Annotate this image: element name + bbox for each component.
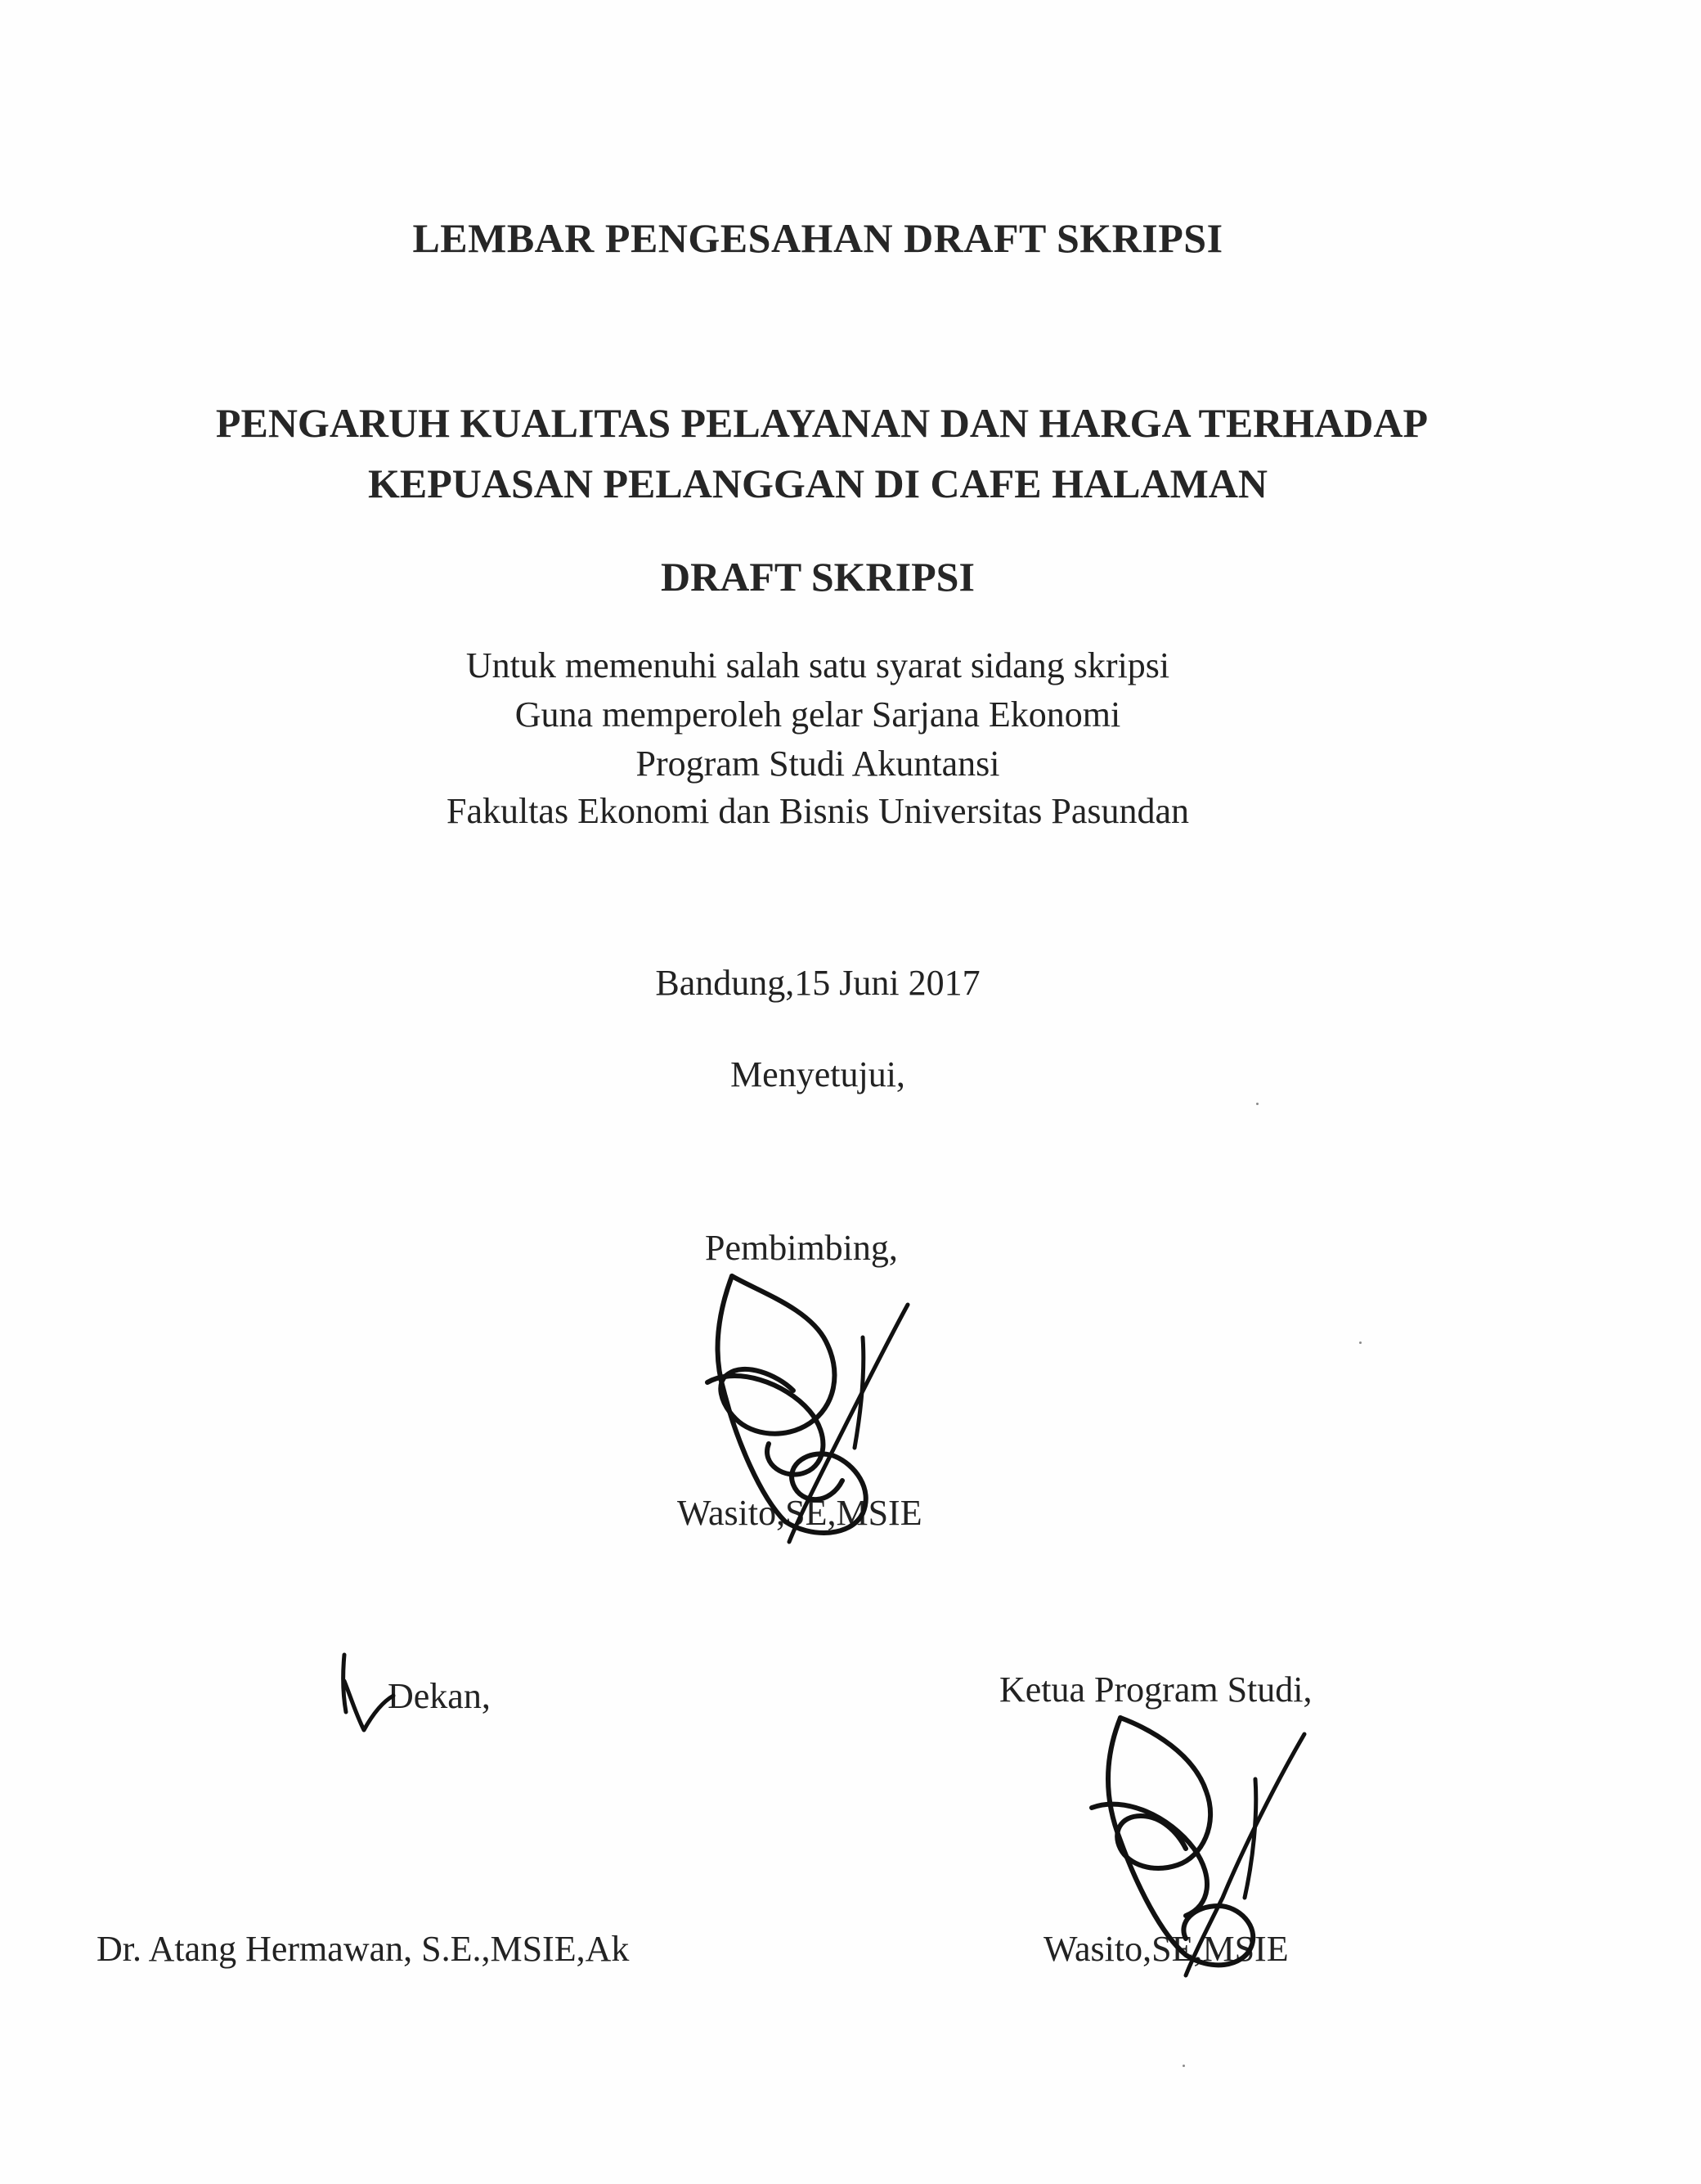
- dean-initial-mark: [331, 1648, 397, 1738]
- document-type-subtitle: DRAFT SKRIPSI: [661, 554, 975, 600]
- scan-speck: [1359, 1341, 1362, 1344]
- purpose-line-1: Untuk memenuhi salah satu syarat sidang skripsi: [465, 645, 1170, 685]
- thesis-title-line-1: PENGARUH KUALITAS PELAYANAN DAN HARGA TERHADAP: [215, 400, 1429, 446]
- approval-label: Menyetujui,: [730, 1054, 905, 1094]
- head-of-program-name: Wasito,SE,MSIE: [1043, 1929, 1289, 1969]
- scan-speck: [1183, 2065, 1185, 2067]
- advisor-role: Pembimbing,: [705, 1228, 898, 1268]
- purpose-line-3: Program Studi Akuntansi: [635, 744, 1000, 784]
- dean-role: Dekan,: [388, 1676, 491, 1716]
- scan-speck: [1256, 1103, 1259, 1105]
- purpose-line-4: Fakultas Ekonomi dan Bisnis Universitas Pasundan: [446, 791, 1190, 831]
- purpose-line-2: Guna memperoleh gelar Sarjana Ekonomi: [514, 694, 1121, 735]
- place-and-date: Bandung,15 Juni 2017: [655, 963, 981, 1003]
- advisor-name: Wasito,SE,MSIE: [677, 1493, 922, 1533]
- dean-name: Dr. Atang Hermawan, S.E.,MSIE,Ak: [96, 1929, 630, 1969]
- page-heading: LEMBAR PENGESAHAN DRAFT SKRIPSI: [412, 215, 1223, 261]
- thesis-title-line-2: KEPUASAN PELANGGAN DI CAFE HALAMAN: [367, 461, 1268, 506]
- head-of-program-role: Ketua Program Studi,: [999, 1669, 1313, 1710]
